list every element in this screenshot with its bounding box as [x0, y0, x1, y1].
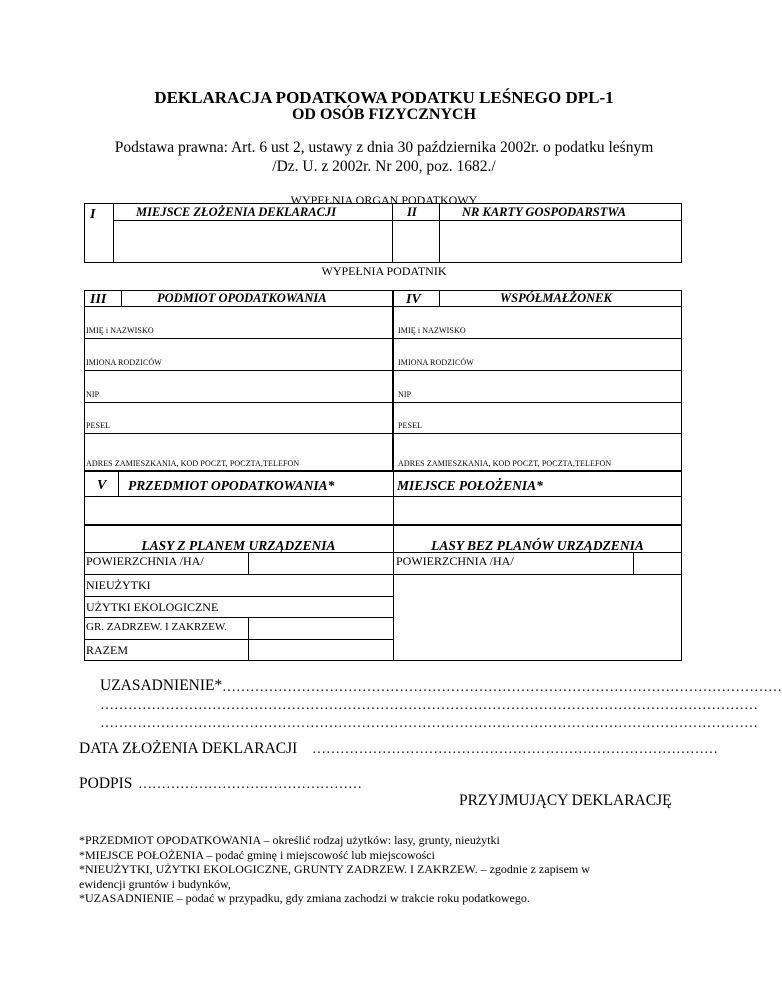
- spouse-name-field[interactable]: [394, 307, 681, 337]
- ecological-land-label: UŻYTKI EKOLOGICZNE: [86, 600, 219, 614]
- date-field[interactable]: ……………………………………………………………………………: [312, 742, 718, 757]
- taxpayer-name-field[interactable]: [85, 307, 392, 337]
- footnote-land-types-cont: ewidencji gruntów i budynków,: [79, 876, 231, 891]
- total-label: RAZEM: [86, 643, 128, 657]
- taxpayer-nip-label: NIP: [86, 390, 100, 399]
- section-v-number: V: [97, 478, 107, 493]
- area-with-plan-field[interactable]: [249, 553, 392, 573]
- date-label: DATA ZŁOŻENIA DEKLARACJI: [79, 740, 298, 757]
- farm-card-number-field[interactable]: [440, 221, 681, 262]
- signature-field[interactable]: …………………………………………: [138, 777, 362, 792]
- legal-basis-line1: Podstawa prawna: Art. 6 ust 2, ustawy z dnia 30 października 2002r. o podatku leśnym: [114, 139, 654, 156]
- footnote-justification: *UZASADNIENIE – podać w przypadku, gdy zmiana zachodzi w trakcie roku podatkowego.: [79, 891, 530, 905]
- wasteland-label: NIEUŻYTKI: [86, 578, 151, 592]
- taxpayer-name-label: IMIĘ i NAZWISKO: [86, 326, 154, 335]
- signature-label: PODPIS: [79, 775, 133, 792]
- area-without-plan-field[interactable]: [634, 553, 681, 573]
- area-label-with-plan: POWIERZCHNIA /HA/: [86, 554, 204, 568]
- taxpayer-parents-label: IMIONA RODZICÓW: [86, 358, 162, 367]
- footnote-subject: *PRZEDMIOT OPODATKOWANIA – określić rodzaj użytków: lasy, grunty, nieużytki: [79, 833, 500, 847]
- section-iv-number: IV: [406, 292, 421, 307]
- authority-header: WYPEŁNIA ORGAN PODATKOWY: [290, 193, 478, 207]
- footnote-land-types: *NIEUŻYTKI, UŻYTKI EKOLOGICZNE, GRUNTY ZADRZEW. I ZAKRZEW. – zgodnie z zapisem w: [79, 862, 590, 876]
- section-iii-title: PODMIOT OPODATKOWANIA: [157, 291, 327, 305]
- location-title: MIEJSCE POŁOŻENIA*: [397, 478, 543, 493]
- form-title: DEKLARACJA PODATKOWA PODATKU LEŚNEGO DPL-1: [154, 88, 614, 107]
- section-i-title: MIEJSCE ZŁOŻENIA DEKLARACJI: [136, 205, 337, 219]
- taxpayer-pesel-label: PESEL: [86, 421, 111, 430]
- forests-with-plan-title: LASY Z PLANEM URZĄDZENIA: [141, 538, 336, 553]
- total-field[interactable]: [249, 640, 392, 660]
- submission-place-field[interactable]: [114, 221, 391, 262]
- spouse-address-label: ADRES ZAMIESZKANIA, KOD POCZT, POCZTA,TELEFON: [398, 459, 612, 468]
- footnotes: [79, 833, 590, 906]
- spouse-name-label: IMIĘ i NAZWISKO: [398, 326, 466, 335]
- spouse-pesel-label: PESEL: [398, 421, 423, 430]
- tax-subject-field[interactable]: [85, 497, 392, 524]
- location-field[interactable]: [394, 497, 681, 524]
- section-v-title: PRZEDMIOT OPODATKOWANIA*: [128, 478, 335, 493]
- justification-line3[interactable]: ……………………………………………………………………………………………………………………………: [100, 716, 758, 731]
- spouse-parents-label: IMIONA RODZICÓW: [398, 358, 474, 367]
- section-ii-number: II: [407, 205, 417, 219]
- spouse-nip-label: NIP: [398, 390, 412, 399]
- forests-without-plan-title: LASY BEZ PLANÓW URZĄDZENIA: [431, 538, 644, 553]
- receiver-label: PRZYJMUJĄCY DEKLARACJĘ: [459, 792, 672, 809]
- justification-line1[interactable]: …………………………………………………………………………………………………………: [222, 680, 782, 695]
- form-subtitle: OD OSÓB FIZYCZNYCH: [291, 106, 477, 123]
- justification-line2[interactable]: ……………………………………………………………………………………………………………………………: [100, 698, 758, 713]
- area-label-without-plan: POWIERZCHNIA /HA/: [396, 554, 514, 568]
- section-ii-title: NR KARTY GOSPODARSTWA: [462, 205, 626, 219]
- section-i-number: I: [90, 207, 96, 222]
- section-iii-number: III: [90, 292, 107, 307]
- taxpayer-address-label: ADRES ZAMIESZKANIA, KOD POCZT, POCZTA,TELEFON: [86, 459, 300, 468]
- section-iv-title: WSPÓŁMAŁŻONEK: [500, 291, 612, 305]
- justification-label: UZASADNIENIE*: [100, 677, 223, 694]
- legal-basis-line2: /Dz. U. z 2002r. Nr 200, poz. 1682./: [272, 158, 496, 175]
- footnote-location: *MIEJSCE POŁOŻENIA – podać gminę i miejscowość lub miejscowości: [79, 847, 435, 862]
- taxpayer-header: WYPEŁNIA PODATNIK: [321, 264, 447, 278]
- tree-shrub-land-label: GR. ZADRZEW. I ZAKRZEW.: [86, 621, 227, 633]
